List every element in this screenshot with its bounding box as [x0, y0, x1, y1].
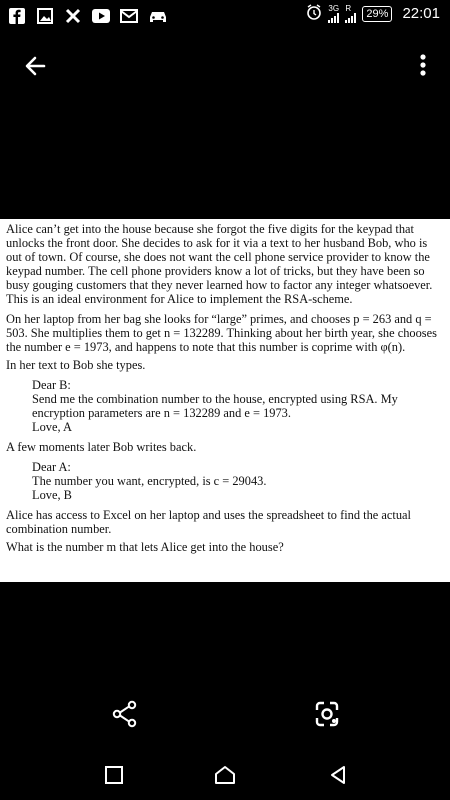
back-arrow-icon[interactable]	[22, 52, 50, 80]
letter-from-alice	[32, 378, 444, 434]
google-lens-icon[interactable]	[314, 700, 340, 728]
car-icon	[148, 7, 166, 25]
network-type: 3G	[328, 3, 340, 13]
paragraph-primes: On her laptop from her bag she looks for “large” primes, and chooses p = 263 and q = 503. She multiplies them to get n = 132289. Thinking about her birth year, she chooses the number e = 1973, and happens to note that this number is coprime with φ(n).	[6, 312, 437, 354]
signal-bars-icon	[328, 13, 339, 23]
image-actions	[0, 700, 450, 732]
alarm-icon	[306, 4, 322, 23]
share-icon[interactable]	[112, 700, 138, 728]
navigation-bar	[0, 755, 450, 795]
roaming-indicator: R	[345, 3, 352, 13]
letter2-body: The number you want, encrypted, is c = 29043.	[32, 474, 267, 488]
facebook-icon	[8, 7, 26, 25]
document-image	[0, 219, 450, 582]
signal-3g	[328, 5, 339, 23]
letter2-greeting: Dear A:	[32, 460, 71, 474]
paragraph-intro: Alice can’t get into the house because she forgot the five digits for the keypad that unlocks the front door. She decides to ask for it via a text to her husband Bob, who is out of town. Of course, she does not want the cell phone service provider to know the keypad number. The cell phone providers know a lot of tricks, but they have been so busy gouging customers that they never learned how to factor any integer whatsoever. This is an ideal environment for Alice to implement the RSA-scheme.	[6, 222, 433, 306]
system-icons	[306, 4, 440, 23]
letter1-body: Send me the combination number to the house, encrypted using RSA. My encryption parameters are n = 132289 and e = 1973.	[32, 392, 398, 420]
clock: 22:01	[402, 5, 440, 22]
app-bar	[0, 40, 450, 90]
back-triangle-icon[interactable]	[326, 763, 350, 787]
battery-indicator: 29%	[362, 6, 392, 22]
notification-icons	[8, 7, 166, 25]
paragraph-excel: Alice has access to Excel on her laptop and uses the spreadsheet to find the actual combination number.	[6, 508, 411, 536]
signal-bars-icon	[345, 13, 356, 23]
paragraph-text-intro: In her text to Bob she types.	[6, 358, 146, 372]
gallery-icon	[36, 7, 54, 25]
more-vert-icon[interactable]	[414, 50, 432, 80]
paragraph-question: What is the number m that lets Alice get into the house?	[6, 540, 284, 554]
letter1-sign: Love, A	[32, 420, 72, 434]
recents-square-icon[interactable]	[102, 763, 126, 787]
gmail-icon	[120, 7, 138, 25]
letter2-sign: Love, B	[32, 488, 72, 502]
home-icon[interactable]	[213, 763, 237, 787]
letter1-greeting: Dear B:	[32, 378, 71, 392]
paragraph-reply-intro: A few moments later Bob writes back.	[6, 440, 197, 454]
status-bar	[0, 0, 450, 32]
letter-from-bob	[32, 460, 444, 502]
signal-roaming	[345, 5, 356, 23]
x-icon	[64, 7, 82, 25]
youtube-icon	[92, 7, 110, 25]
